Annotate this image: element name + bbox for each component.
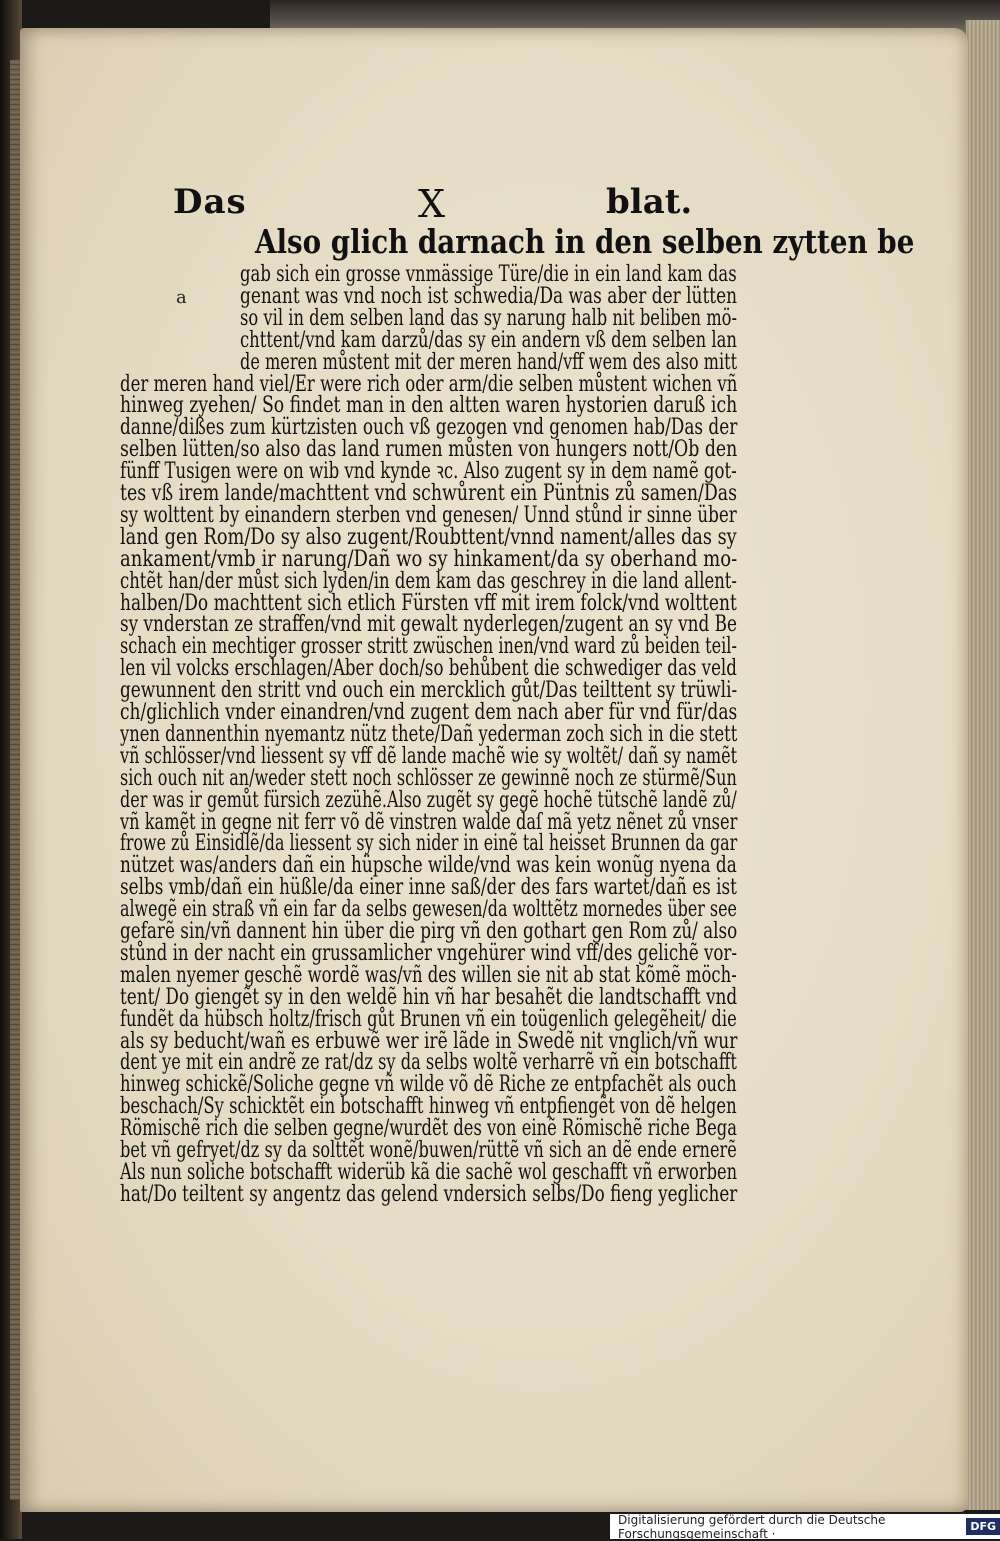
text-line: tent/ Do giengẽt sy in den weldẽ hin vñ har besahẽt die landtschafft vnd [120, 984, 738, 1010]
text-line: malen nyemer geschẽ wordẽ was/vñ des willen sie nit ab stat kõmẽ möch- [120, 962, 737, 988]
text-line: selbs vmb/dañ ein hüßle/da einer inne saß/der des fars wartet/dañ es ist [120, 875, 737, 901]
text-line: hat/Do teiltent sy angentz das gelend vndersich selbs/Do fieng yeglicher [120, 1181, 738, 1207]
text-line: dent ye mit ein andrẽ ze rat/dz sy da selbs woltẽ verharrẽ vñ ein botschafft [120, 1050, 737, 1076]
header-right-word: blat. [606, 182, 693, 222]
header-left-word: Das [173, 182, 247, 222]
text-line: sich ouch nit an/weder stett noch schlösser ze gewinnẽ noch ze stürmẽ/Sun [120, 765, 737, 791]
text-line: gewunnent den stritt vnd ouch ein mercklich gůt/Das teilttent sy trüwli- [120, 678, 738, 704]
text-line: Als nun soliche botschafft widerüb kã die sachẽ wol geschafft vñ erworben [120, 1159, 738, 1185]
credit-text: Digitalisierung gefördert durch die Deutsche Forschungsgemeinschaft · [618, 1512, 886, 1541]
digitization-credit [610, 1514, 1000, 1539]
text-line: frowe zů Einsidlẽ/da liessent sy sich nider in einẽ tal heisset Brunnen da gar [120, 831, 738, 857]
dfg-logo: DFG [966, 1518, 1000, 1535]
text-line: schach ein mechtiger grosser stritt zwüschen inen/vnd ward zů beiden teil- [120, 634, 737, 660]
text-line: ch/glichlich vnder einandren/vnd zugent dem nach aber für vnd für/das [120, 700, 738, 725]
text-line: sy wolttent by einandern sterben vnd genesen/ Unnd stůnd ir sinne über [120, 502, 737, 528]
text-line: alwegẽ ein straß vñ ein far da selbs gewesen/da wolttẽtz mornedes über see [120, 897, 737, 923]
left-page-edges [10, 60, 20, 1500]
page-header [0, 182, 1000, 226]
text-line: halben/Do machttent sich etlich Fürsten vff mit irem folck/vnd wolttent [120, 590, 737, 616]
text-line: gefarẽ sin/vñ dannent hin über die pirg vñ den gothart gen Rom zů/ also [120, 919, 738, 944]
text-line: fundẽt da hübsch holtz/frisch gůt Brunen vñ ein toügenlich gelegẽheit/ die [120, 1006, 737, 1032]
text-line: land gen Rom/Do sy also zugent/Roubttent/vnnd nament/alles das sy [120, 524, 737, 550]
text-line: selben lütten/so also das land rumen můsten von hungers nott/Ob den [120, 437, 738, 463]
text-line: vñ kamẽt in gegne nit ferr võ dẽ vinstren walde daſ mã yetz nẽnet zů vnser [120, 809, 738, 835]
text-line: ankament/vmb ir narung/Dañ wo sy hinkament/da sy oberhand mo- [120, 546, 738, 572]
text-line: sy vnderstan ze straffen/vnd mit gewalt nyderlegen/zugent an sy vnd Be [120, 612, 737, 638]
text-line: chttent/vnd kam darzů/das sy ein andern vß dem selben lan [240, 327, 737, 353]
text-line: der was ir gemůt fürsich zezühẽ.Also zugẽt sy gegẽ hochẽ tütschẽ landẽ zů/ [120, 787, 737, 813]
text-line: als sy beducht/wañ es erbuwẽ wer irẽ lãde in Swedẽ nit vnglich/vñ wur [120, 1028, 738, 1054]
text-line: chtẽt han/der můst sich lyden/in dem kam das geschrey in die land allent- [120, 568, 737, 594]
marginal-note: a [176, 287, 187, 308]
text-line: beschach/Sy schicktẽt ein botschafft hinweg vñ entpfiengẽt von dẽ helgen [120, 1094, 737, 1120]
text-line: fünff Tusigen were on wib vnd kynde ꝛc. Also zugent sy in dem namẽ got- [120, 459, 737, 485]
text-line: stůnd in der nacht ein grussamlicher vngehürer wind vff/des gelichẽ vor- [120, 940, 737, 966]
text-line: nützet was/anders dañ ein hüpsche wilde/vnd was kein wonũg nyena da [120, 853, 737, 879]
text-line: bet vñ gefryet/dz sy da solttẽt wonẽ/buwen/rüttẽ vñ sich an dẽ ende ernerẽ [120, 1138, 737, 1163]
text-line: danne/dißes zum kürtzisten ouch vß gezogen vnd genomen hab/Das der [120, 415, 738, 441]
text-line: so vil in dem selben land das sy narung halb nit beliben mö- [240, 305, 738, 331]
text-line: gab sich ein grosse vnmässige Türe/die in ein land kam das [240, 262, 737, 287]
page-edges-right [965, 20, 1000, 1510]
text-line: Römischẽ rich die selben gegne/wurdẽt des von einẽ Römischẽ riche Bega [120, 1116, 737, 1142]
text-line: hinweg schickẽ/Soliche gegne vñ wilde võ dẽ Riche ze entpfachẽt als ouch [120, 1072, 737, 1098]
text-line: der meren hand viel/Er were rich oder arm/die selben můstent wichen vñ [120, 371, 738, 397]
text-line: tes vß irem lande/machttent vnd schwůrent ein Püntnis zů samen/Das [120, 481, 738, 506]
text-line: genant was vnd noch ist schwedia/Da was aber der lütten [240, 283, 738, 309]
text-line: vñ schlösser/vnd liessent sy vff dẽ lande machẽ wie sy woltẽt/ dañ sy namẽt [120, 743, 738, 769]
opening-line: Also glich darnach in den selben zytten be [255, 222, 915, 261]
text-line: hinweg zyehen/ So findet man in den altten waren hystorien daruß ich [120, 393, 738, 419]
text-line: ynen dannenthin nyemantz nütz thete/Dañ yederman zoch sich in die stett [120, 721, 738, 747]
text-line: de meren můstent mit der meren hand/vff wem des also mitt [240, 349, 738, 375]
text-line: len vil volcks erschlagen/Aber doch/so behůbent die schwediger das veld [120, 656, 737, 682]
folio-number: X [418, 182, 446, 226]
